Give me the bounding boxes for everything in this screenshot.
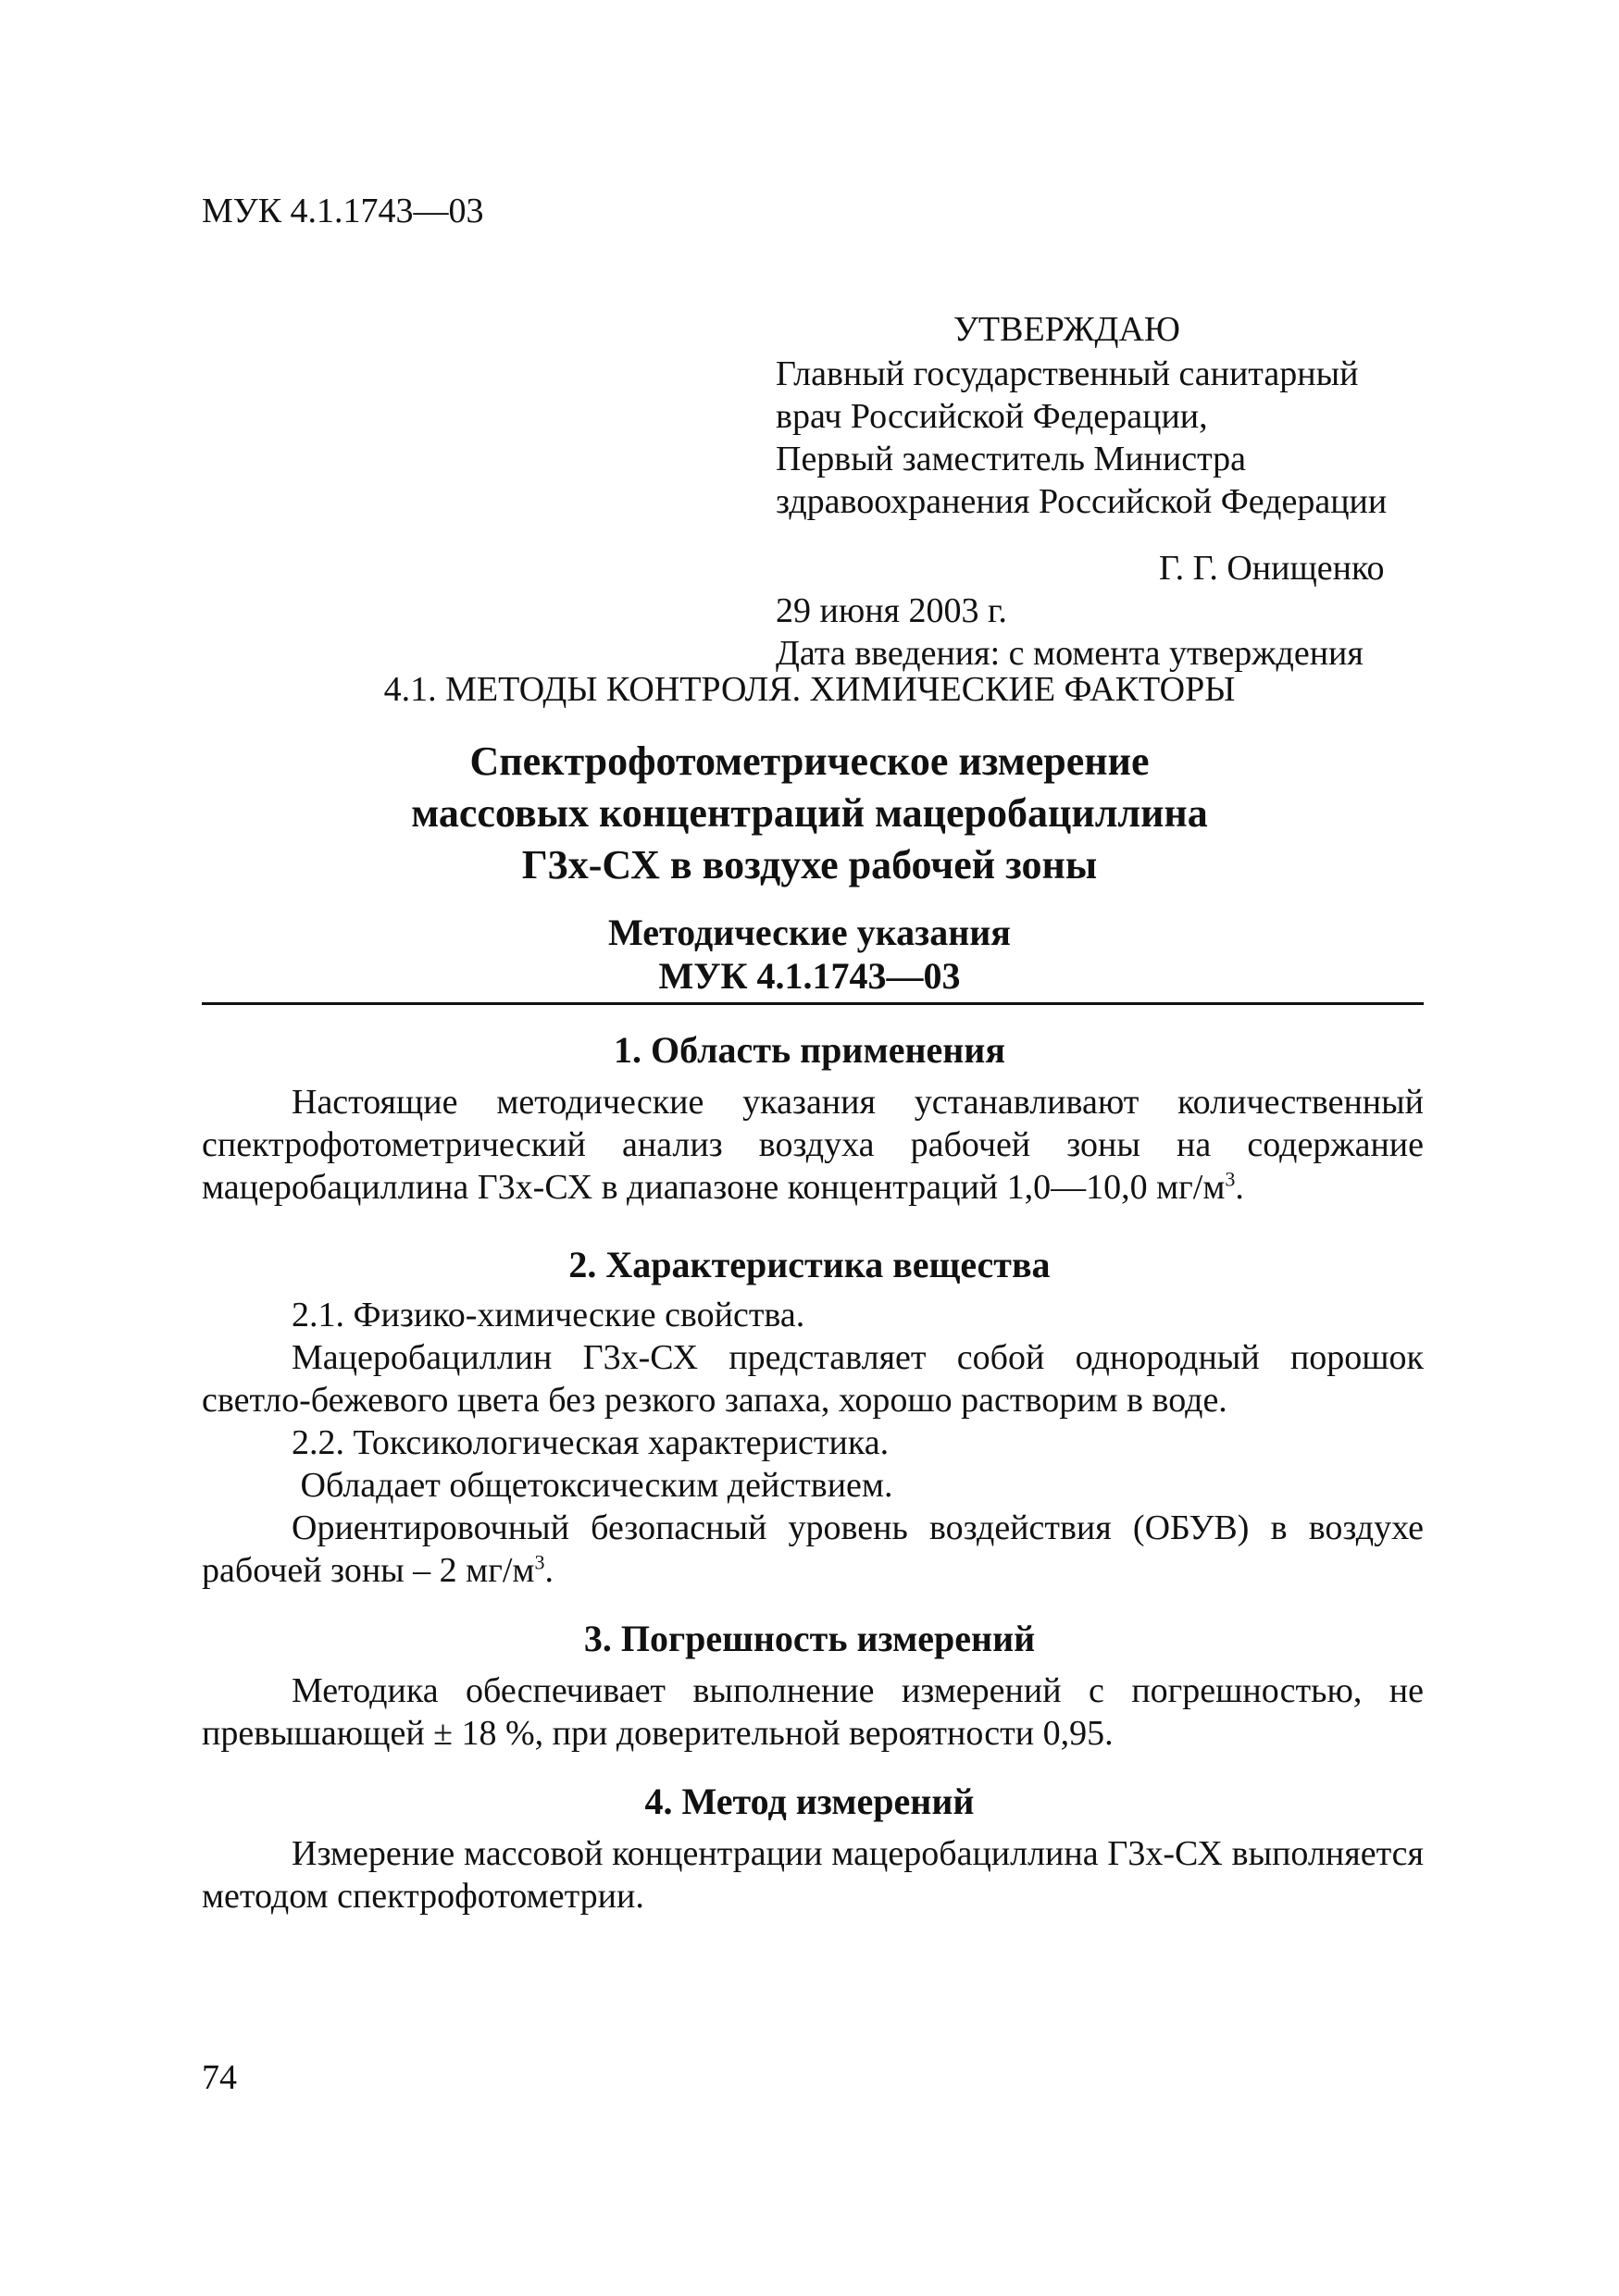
title-divider [202, 1002, 1424, 1005]
section-2-paragraph-2: Мацеробациллин Г3х-СХ представляет собой однородный порошок светло-бежевого цвета без резкого запаха, хорошо растворим в воде. [202, 1338, 1424, 1420]
section-2-heading: 2. Характеристика вещества [568, 1244, 1051, 1285]
section-2-paragraph-1: 2.1. Физико-химические свойства. [292, 1296, 805, 1334]
approval-title: УТВЕРЖДАЮ [953, 310, 1180, 349]
document-title-line-2: массовых концентраций мацеробациллина [411, 790, 1208, 836]
section-2-paragraph-5-tail: . [544, 1551, 554, 1590]
approval-date: 29 июня 2003 г. [776, 591, 1007, 630]
document-title-line-3: Г3х-СХ в воздухе рабочей зоны [521, 842, 1098, 887]
approval-line-1: Главный государственный санитарный [776, 354, 1359, 393]
document-title-line-1: Спектрофотометрическое измерение [469, 738, 1150, 784]
document-subtitle-line-2: МУК 4.1.1743—03 [658, 955, 961, 997]
section-2-paragraph-3: 2.2. Токсикологическая характеристика. [292, 1423, 890, 1462]
category-heading: 4.1. МЕТОДЫ КОНТРОЛЯ. ХИМИЧЕСКИЕ ФАКТОРЫ [383, 670, 1236, 709]
section-1-tail: . [1235, 1168, 1244, 1207]
section-1-heading: 1. Область применения [614, 1029, 1005, 1071]
approval-line-3: Первый заместитель Министра [776, 440, 1247, 478]
section-2-superscript: 3 [534, 1550, 545, 1574]
document-subtitle-line-1: Методические указания [608, 912, 1011, 953]
document-code: МУК 4.1.1743—03 [202, 192, 484, 230]
approval-effective-date: Дата введения: с момента утверждения [776, 634, 1364, 673]
page-number: 74 [202, 2058, 237, 2097]
approval-line-4: здравоохранения Российской Федерации [776, 482, 1388, 521]
section-2-paragraph-5 [202, 1507, 1424, 1592]
section-3-text: Методика обеспечивает выполнение измерений с погрешностью, не превышающей ± 18 %, при доверительной вероятности 0,95. [202, 1671, 1424, 1753]
section-1-text [202, 1081, 1424, 1209]
section-1-superscript: 3 [1225, 1167, 1236, 1191]
section-2-paragraph-5-body: Ориентировочный безопасный уровень воздействия (ОБУВ) в воздухе рабочей зоны – 2 мг/м [202, 1508, 1424, 1590]
approval-line-2: врач Российской Федерации, [776, 397, 1208, 436]
section-4-text: Измерение массовой концентрации мацеробациллина Г3х-СХ выполняется методом спектрофотометрии. [202, 1834, 1424, 1916]
approval-signer: Г. Г. Онищенко [1159, 549, 1385, 588]
section-3-heading: 3. Погрешность измерений [583, 1618, 1036, 1659]
section-1-body: Настоящие методические указания устанавливают количественный спектрофотометрический анализ воздуха рабочей зоны на содержание мацеробациллина Г3х-СХ в диапазоне концентраций 1,0—10,0 мг/м [202, 1083, 1424, 1207]
section-4-heading: 4. Метод измерений [644, 1781, 975, 1822]
section-2-paragraph-4: Обладает общетоксическим действием. [292, 1466, 893, 1505]
